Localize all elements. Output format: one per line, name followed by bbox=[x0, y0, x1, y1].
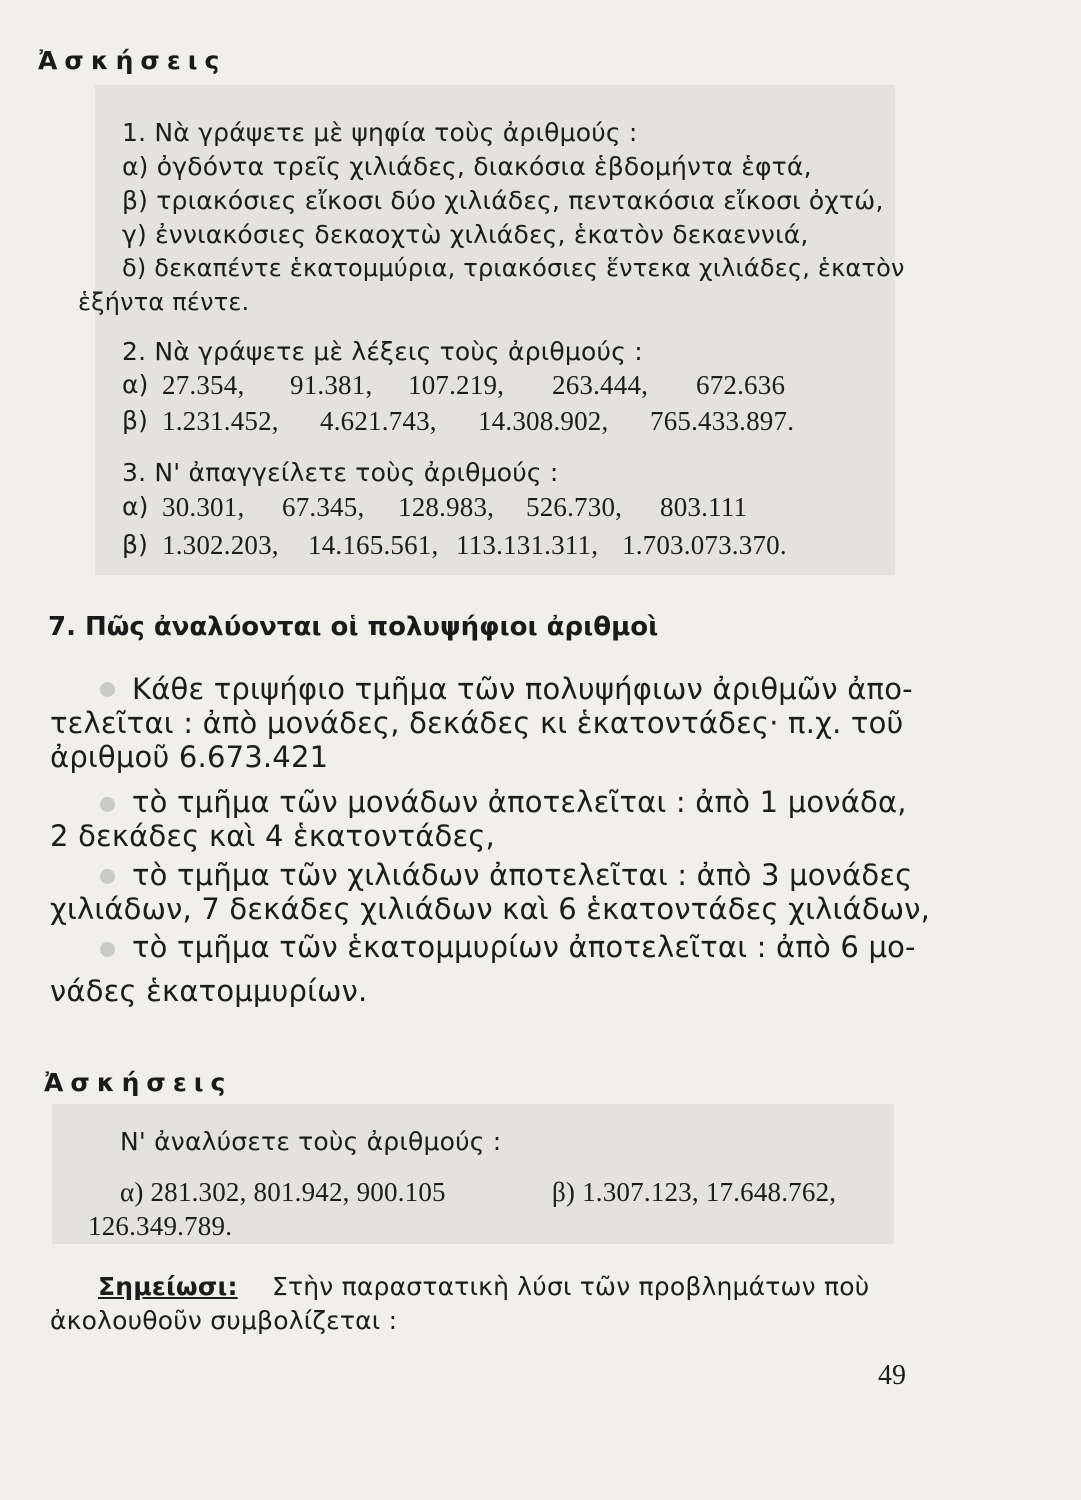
section-7-p1-line2: τελεῖται : ἀπὸ μονάδες, δεκάδες κι ἑκατοντάδες· π.χ. τοῦ bbox=[50, 706, 904, 740]
section-7-p3-line1: τὸ τμῆμα τῶν χιλιάδων ἀποτελεῖται : ἀπὸ 3 μονάδες bbox=[132, 858, 913, 892]
bullet-icon bbox=[100, 682, 115, 697]
note-line2: ἀκολουθοῦν συμβολίζεται : bbox=[50, 1306, 398, 1335]
exercise-3-a bbox=[122, 492, 748, 522]
number-item: 27.354, bbox=[162, 370, 245, 400]
number-item: 803.111 bbox=[660, 492, 748, 522]
exercise-2-a bbox=[122, 370, 786, 400]
number-item: 113.131.311, bbox=[456, 530, 599, 560]
exercise-4-b-continued: 126.349.789. bbox=[88, 1211, 233, 1241]
exercise-2-intro: 2. Νὰ γράψετε μὲ λέξεις τοὺς ἀριθμούς : bbox=[122, 337, 643, 366]
section-7-p4-line1: τὸ τμῆμα τῶν ἑκατομμυρίων ἀποτελεῖται : ἀπὸ 6 μο- bbox=[132, 930, 916, 964]
exercise-4-a: α) 281.302, 801.942, 900.105 bbox=[120, 1177, 446, 1207]
exercise-4-b: β) 1.307.123, 17.648.762, bbox=[552, 1177, 837, 1207]
section-7-p1-line1: Κάθε τριψήφιο τμῆμα τῶν πολυψήφιων ἀριθμῶν ἀπο- bbox=[132, 672, 913, 706]
note-line1: Στὴν παραστατικὴ λύσι τῶν προβλημάτων ποὺ bbox=[272, 1272, 870, 1301]
exercise-3-b bbox=[122, 530, 787, 560]
number-item: 107.219, bbox=[408, 370, 505, 400]
exercise-2-a-label: α) bbox=[122, 370, 149, 399]
exercise-3-b-label: β) bbox=[122, 530, 149, 559]
bullet-icon bbox=[100, 797, 115, 812]
exercise-1-b: β) τριακόσιες εἴκοσι δύο χιλιάδες, πεντακόσια εἴκοσι ὀχτώ, bbox=[122, 186, 884, 215]
exercise-1-intro: 1. Νὰ γράψετε μὲ ψηφία τοὺς ἀριθμούς : bbox=[122, 118, 638, 147]
section-7-p3-line2: χιλιάδων, 7 δεκάδες χιλιάδων καὶ 6 ἑκατοντάδες χιλιάδων, bbox=[50, 892, 931, 926]
number-item: 1.302.203, bbox=[162, 530, 279, 560]
section-7-p1-line3: ἀριθμοῦ 6.673.421 bbox=[50, 740, 329, 774]
number-item: 765.433.897. bbox=[650, 406, 795, 436]
number-item: 128.983, bbox=[398, 492, 495, 522]
number-item: 1.703.073.370. bbox=[622, 530, 787, 560]
number-item: 263.444, bbox=[552, 370, 649, 400]
section-7-p4-line2: νάδες ἑκατομμυρίων. bbox=[50, 974, 368, 1008]
exercise-1-c: γ) ἐννιακόσιες δεκαοχτὼ χιλιάδες, ἑκατὸν δεκαεννιά, bbox=[122, 220, 809, 249]
number-item: 30.301, bbox=[162, 492, 245, 522]
exercise-4-intro: Ν' ἀναλύσετε τοὺς ἀριθμούς : bbox=[120, 1127, 502, 1156]
bullet-icon bbox=[100, 869, 115, 884]
exercise-1-a: α) ὀγδόντα τρεῖς χιλιάδες, διακόσια ἑβδομήντα ἑφτά, bbox=[122, 152, 812, 181]
bullet-icon bbox=[100, 942, 115, 957]
number-item: 672.636 bbox=[696, 370, 786, 400]
page-number: 49 bbox=[878, 1360, 906, 1391]
exercise-2-b-label: β) bbox=[122, 406, 149, 435]
number-item: 91.381, bbox=[290, 370, 373, 400]
note-label: Σημείωσι: bbox=[98, 1272, 238, 1301]
exercise-1-d-line1: δ) δεκαπέντε ἑκατομμύρια, τριακόσιες ἕντεκα χιλιάδες, ἑκατὸν bbox=[122, 254, 905, 282]
exercise-3-a-label: α) bbox=[122, 492, 149, 521]
number-item: 14.308.902, bbox=[478, 406, 609, 436]
section-7-p2-line1: τὸ τμῆμα τῶν μονάδων ἀποτελεῖται : ἀπὸ 1 μονάδα, bbox=[132, 785, 907, 819]
exercises-heading-2: Ἀσκήσεις bbox=[44, 1068, 233, 1097]
number-item: 1.231.452, bbox=[162, 406, 279, 436]
number-item: 67.345, bbox=[282, 492, 365, 522]
number-item: 4.621.743, bbox=[320, 406, 437, 436]
number-item: 14.165.561, bbox=[308, 530, 439, 560]
exercise-2-b bbox=[122, 406, 795, 436]
number-item: 526.730, bbox=[526, 492, 623, 522]
exercises-heading: Ἀσκήσεις bbox=[38, 46, 227, 75]
section-7-p2-line2: 2 δεκάδες καὶ 4 ἑκατοντάδες, bbox=[50, 819, 495, 853]
exercise-1-d-line2: ἑξήντα πέντε. bbox=[78, 288, 250, 316]
exercise-3-intro: 3. Ν' ἀπαγγείλετε τοὺς ἀριθμούς : bbox=[122, 458, 559, 487]
section-7-title: 7. Πῶς ἀναλύονται οἱ πολυψήφιοι ἀριθμοὶ bbox=[48, 612, 659, 642]
